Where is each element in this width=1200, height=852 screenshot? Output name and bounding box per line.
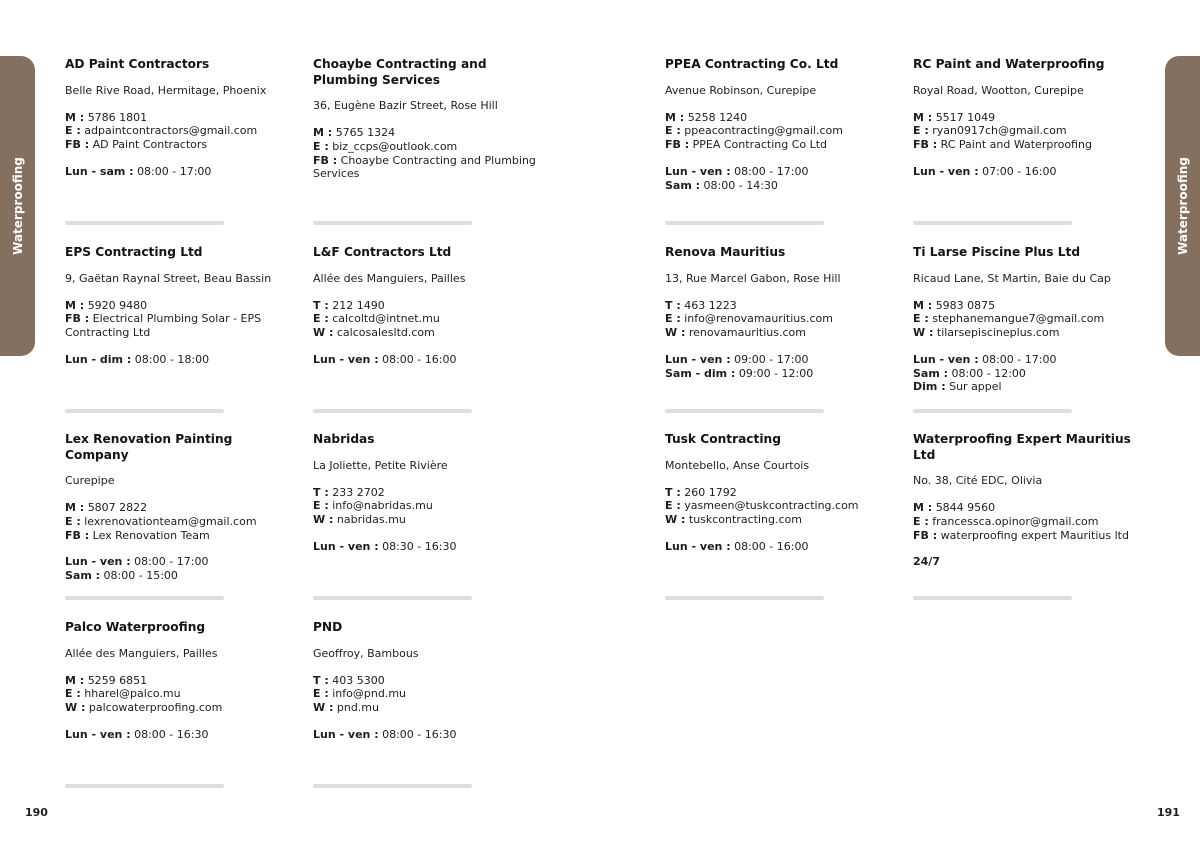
card-divider	[313, 221, 472, 225]
contact-line	[313, 154, 545, 182]
contact-value: info@renovamauritius.com	[684, 312, 833, 326]
contact-value: Electrical Plumbing Solar - EPS Contracting Ltd	[65, 312, 262, 340]
contact-line	[313, 299, 545, 313]
contact-label: FB :	[913, 528, 938, 542]
contact-value: 212 1490	[332, 298, 385, 312]
contact-label: T :	[313, 298, 329, 312]
contact-value: palcowaterproofing.com	[88, 701, 223, 715]
hours-label: Lun - ven :	[913, 352, 979, 366]
hours-line	[313, 728, 545, 742]
contact-label: W :	[65, 701, 86, 715]
card-divider	[65, 221, 224, 225]
contact-label: E :	[665, 312, 681, 326]
listing-card	[65, 245, 297, 367]
contact-label: T :	[665, 298, 681, 312]
listing-hours	[665, 353, 897, 381]
listing-hours	[313, 353, 545, 367]
contact-value: info@nabridas.mu	[332, 499, 433, 513]
card-divider	[665, 596, 824, 600]
contact-label: E :	[313, 139, 329, 153]
contact-line	[65, 312, 297, 340]
contact-line	[313, 701, 545, 715]
hours-line	[65, 353, 297, 367]
listing-card	[313, 57, 545, 181]
contact-value: AD Paint Contractors	[92, 138, 208, 152]
listing-hours	[65, 353, 297, 367]
contact-value: 5844 9560	[935, 501, 996, 514]
hours-value: 07:00 - 16:00	[982, 164, 1057, 178]
listing-name: Waterproofing Expert Mauritius Ltd	[913, 432, 1131, 462]
listing-address: Allée des Manguiers, Pailles	[65, 646, 218, 660]
contact-line	[913, 299, 1145, 313]
card-divider	[65, 409, 224, 413]
page-number-left: 190	[25, 806, 48, 819]
hours-label: Lun - ven :	[313, 352, 379, 366]
contact-line	[65, 111, 297, 125]
listing-contacts	[65, 501, 297, 542]
contact-label: M :	[913, 110, 933, 124]
hours-line	[913, 353, 1145, 367]
contact-label: FB :	[65, 528, 90, 542]
contact-label: T :	[313, 673, 329, 687]
contact-line	[913, 138, 1145, 152]
listing-hours	[65, 728, 297, 742]
contact-value: 5258 1240	[687, 110, 748, 124]
listing-contacts	[313, 486, 545, 527]
hours-value: Sur appel	[949, 380, 1002, 394]
contact-value: 5517 1049	[935, 110, 996, 124]
contact-value: tuskcontracting.com	[688, 513, 802, 527]
contact-label: E :	[665, 124, 681, 138]
hours-line	[913, 165, 1145, 179]
hours-label: Lun - ven :	[665, 539, 731, 553]
hours-label: Sam :	[65, 569, 101, 583]
hours-label: Lun - dim :	[65, 352, 132, 366]
card-divider	[313, 409, 472, 413]
contact-value: 233 2702	[332, 485, 385, 499]
contact-value: RC Paint and Waterproofing	[940, 138, 1092, 152]
contact-label: M :	[913, 298, 933, 312]
contact-line	[65, 529, 297, 543]
contact-value: waterproofing expert Mauritius ltd	[940, 528, 1129, 542]
contact-label: M :	[65, 501, 85, 514]
contact-label: M :	[65, 298, 85, 312]
listing-card	[313, 245, 545, 367]
contact-label: W :	[665, 326, 686, 340]
listing-card	[313, 432, 545, 554]
side-tab-left	[0, 56, 35, 356]
contact-label: FB :	[65, 312, 90, 326]
listing-contacts	[913, 501, 1145, 542]
listing-hours	[313, 540, 545, 554]
hours-line	[665, 179, 897, 193]
hours-value: 08:00 - 15:00	[103, 569, 178, 583]
contact-line	[65, 701, 297, 715]
hours-value: 09:00 - 12:00	[738, 366, 814, 380]
listing-card	[313, 620, 545, 742]
listing-name: Ti Larse Piscine Plus Ltd	[913, 245, 1081, 259]
contact-label: M :	[665, 110, 685, 124]
contact-label: M :	[65, 110, 85, 124]
contact-label: T :	[313, 485, 329, 499]
card-divider	[913, 596, 1072, 600]
contact-value: 403 5300	[332, 673, 385, 687]
contact-value: PPEA Contracting Co Ltd	[692, 138, 828, 152]
hours-value: 09:00 - 17:00	[734, 352, 809, 366]
contact-label: E :	[913, 312, 929, 326]
contact-value: calcoltd@intnet.mu	[332, 312, 440, 326]
listing-contacts	[65, 674, 297, 715]
hours-value: 08:00 - 16:00	[734, 539, 809, 553]
listing-contacts	[65, 111, 297, 152]
listing-name: Lex Renovation Painting Company	[65, 432, 233, 462]
contact-label: E :	[313, 687, 329, 701]
hours-line	[65, 728, 297, 742]
hours-label: Lun - ven :	[913, 164, 979, 178]
listing-hours	[913, 165, 1145, 179]
listing-contacts	[665, 486, 897, 527]
side-tab-right	[1165, 56, 1200, 356]
hours-line	[665, 367, 897, 381]
hours-line	[665, 540, 897, 554]
contact-value: calcosalesltd.com	[336, 326, 435, 340]
contact-line	[313, 486, 545, 500]
contact-value: 5259 6851	[87, 673, 148, 687]
contact-label: E :	[913, 124, 929, 138]
card-divider	[665, 221, 824, 225]
listing-address: Ricaud Lane, St Martin, Baie du Cap	[913, 271, 1111, 285]
contact-line	[313, 140, 545, 154]
contact-value: tilarsepiscineplus.com	[936, 326, 1060, 340]
listing-hours	[665, 165, 897, 193]
listing-address: No. 38, Cité EDC, Olivia	[913, 474, 1043, 487]
side-tab-left-label: Waterproofing	[10, 157, 25, 255]
hours-line	[65, 555, 297, 569]
hours-value: 08:00 - 17:00	[982, 352, 1057, 366]
listing-name: Tusk Contracting	[665, 432, 781, 446]
listing-address: 9, Gaëtan Raynal Street, Beau Bassin	[65, 271, 272, 285]
hours-label: Sam - dim :	[665, 366, 736, 380]
listing-address: Geoffroy, Bambous	[313, 646, 419, 660]
contact-line	[913, 111, 1145, 125]
listing-card	[913, 57, 1145, 179]
listing-name: L&F Contractors Ltd	[313, 245, 452, 259]
contact-line	[913, 515, 1145, 529]
hours-label: Lun - ven :	[665, 352, 731, 366]
hours-value: 08:00 - 16:00	[382, 352, 457, 366]
hours-label: Dim :	[913, 380, 946, 394]
hours-value: 08:00 - 16:30	[382, 727, 457, 741]
listing-card	[913, 245, 1145, 394]
hours-label: Sam :	[913, 366, 949, 380]
listing-contacts	[665, 299, 897, 340]
listing-contacts	[65, 299, 297, 340]
contact-label: W :	[665, 513, 686, 527]
contact-label: E :	[313, 312, 329, 326]
contact-line	[665, 312, 897, 326]
hours-line	[665, 353, 897, 367]
contact-value: 260 1792	[684, 485, 737, 499]
contact-value: yasmeen@tuskcontracting.com	[684, 499, 859, 513]
contact-value: 463 1223	[684, 298, 737, 312]
card-divider	[65, 596, 224, 600]
listing-contacts	[313, 674, 545, 715]
listing-card	[665, 57, 897, 192]
side-tab-right-label: Waterproofing	[1175, 157, 1190, 255]
listing-address: Allée des Manguiers, Pailles	[313, 271, 466, 285]
hours-line	[913, 367, 1145, 381]
contact-label: FB :	[665, 138, 690, 152]
listing-name: PPEA Contracting Co. Ltd	[665, 57, 839, 71]
hours-value: 08:00 - 17:00	[134, 555, 209, 569]
contact-line	[665, 111, 897, 125]
contact-line	[65, 124, 297, 138]
contact-label: W :	[313, 326, 334, 340]
listing-hours	[65, 165, 297, 179]
contact-line	[313, 326, 545, 340]
contact-line	[665, 513, 897, 527]
listing-contacts	[313, 299, 545, 340]
contact-line	[665, 299, 897, 313]
listing-hours	[65, 555, 297, 583]
listing-address: 13, Rue Marcel Gabon, Rose Hill	[665, 271, 841, 285]
contact-line	[665, 499, 897, 513]
hours-label: Lun - ven :	[65, 555, 131, 569]
hours-value: 08:00 - 14:30	[703, 178, 778, 192]
contact-label: M :	[65, 673, 85, 687]
listing-hours	[913, 353, 1145, 394]
listing-hours	[913, 555, 1145, 569]
listing-address: Montebello, Anse Courtois	[665, 458, 810, 472]
card-divider	[65, 784, 224, 788]
contact-value: nabridas.mu	[336, 513, 406, 527]
contact-value: biz_ccps@outlook.com	[332, 139, 458, 153]
hours-value: 08:00 - 12:00	[951, 366, 1026, 380]
card-divider	[913, 221, 1072, 225]
hours-value: 08:00 - 18:00	[134, 352, 210, 366]
listing-address: Avenue Robinson, Curepipe	[665, 83, 817, 97]
listing-name: AD Paint Contractors	[65, 57, 210, 71]
hours-value: 08:00 - 17:00	[734, 164, 809, 178]
contact-value: 5765 1324	[335, 126, 396, 139]
card-divider	[313, 596, 472, 600]
contact-value: stephanemangue7@gmail.com	[932, 312, 1105, 326]
contact-value: francessca.opinor@gmail.com	[932, 514, 1099, 528]
contact-value: ryan0917ch@gmail.com	[932, 124, 1067, 138]
contact-line	[313, 312, 545, 326]
contact-label: T :	[665, 485, 681, 499]
listing-card	[65, 57, 297, 179]
hours-line	[665, 165, 897, 179]
listing-contacts	[665, 111, 897, 152]
contact-label: W :	[313, 701, 334, 715]
contact-line	[913, 529, 1145, 543]
card-divider	[913, 409, 1072, 413]
listing-address: La Joliette, Petite Rivière	[313, 458, 448, 472]
hours-line	[913, 380, 1145, 394]
listing-hours	[665, 540, 897, 554]
contact-label: E :	[65, 514, 81, 528]
hours-value: 08:00 - 17:00	[137, 164, 212, 178]
contact-line	[313, 513, 545, 527]
contact-value: 5786 1801	[87, 110, 148, 124]
listing-address: 36, Eugène Bazir Street, Rose Hill	[313, 99, 498, 112]
hours-value: 08:30 - 16:30	[382, 539, 457, 553]
hours-label: Lun - ven :	[665, 164, 731, 178]
contact-value: adpaintcontractors@gmail.com	[84, 124, 258, 138]
listing-address: Royal Road, Wootton, Curepipe	[913, 83, 1084, 97]
contact-label: E :	[665, 499, 681, 513]
listing-card	[665, 245, 897, 380]
contact-line	[65, 138, 297, 152]
hours-label: Lun - ven :	[313, 727, 379, 741]
contact-line	[913, 326, 1145, 340]
contact-line	[313, 499, 545, 513]
hours-label: Lun - ven :	[313, 539, 379, 553]
contact-label: E :	[65, 687, 81, 701]
contact-line	[313, 687, 545, 701]
contact-value: Lex Renovation Team	[92, 528, 210, 542]
listing-name: RC Paint and Waterproofing	[913, 57, 1105, 71]
contact-line	[65, 687, 297, 701]
listing-contacts	[313, 126, 545, 181]
contact-label: M :	[313, 126, 333, 139]
listing-name: EPS Contracting Ltd	[65, 245, 203, 259]
contact-value: hharel@palco.mu	[84, 687, 181, 701]
contact-label: FB :	[65, 138, 90, 152]
contact-line	[665, 138, 897, 152]
contact-label: FB :	[913, 138, 938, 152]
listing-hours	[313, 728, 545, 742]
card-divider	[313, 784, 472, 788]
contact-label: M :	[913, 501, 933, 514]
hours-label: Sam :	[665, 178, 701, 192]
listing-card	[913, 432, 1145, 569]
listing-name: Nabridas	[313, 432, 375, 446]
hours-line	[313, 353, 545, 367]
contact-line	[913, 312, 1145, 326]
page-number-right: 191	[1157, 806, 1180, 819]
contact-line	[313, 674, 545, 688]
contact-label: E :	[913, 514, 929, 528]
contact-label: E :	[313, 499, 329, 513]
hours-label: Lun - ven :	[65, 727, 131, 741]
listing-card	[65, 432, 297, 583]
listing-address: Belle Rive Road, Hermitage, Phoenix	[65, 83, 267, 97]
listing-contacts	[913, 111, 1145, 152]
hours-value: 08:00 - 16:30	[134, 727, 209, 741]
listing-name: Choaybe Contracting and Plumbing Services	[313, 57, 487, 87]
card-divider	[665, 409, 824, 413]
listing-card	[665, 432, 897, 554]
contact-line	[65, 674, 297, 688]
contact-line	[913, 501, 1145, 515]
contact-line	[665, 486, 897, 500]
contact-value: lexrenovationteam@gmail.com	[84, 514, 257, 528]
contact-line	[65, 515, 297, 529]
hours-line	[913, 555, 1145, 569]
contact-line	[65, 501, 297, 515]
listing-card	[65, 620, 297, 742]
hours-label: Lun - sam :	[65, 164, 134, 178]
contact-label: E :	[65, 124, 81, 138]
contact-label: W :	[913, 326, 934, 340]
listing-name: Renova Mauritius	[665, 245, 786, 259]
hours-label: 24/7	[913, 555, 940, 569]
contact-line	[665, 326, 897, 340]
hours-line	[65, 569, 297, 583]
hours-line	[65, 165, 297, 179]
listing-address: Curepipe	[65, 474, 115, 487]
contact-label: FB :	[313, 153, 338, 167]
contact-value: 5807 2822	[87, 501, 148, 514]
contact-value: ppeacontracting@gmail.com	[684, 124, 843, 138]
contact-value: pnd.mu	[336, 701, 379, 715]
contact-value: Choaybe Contracting and Plumbing Services	[313, 153, 536, 181]
contact-line	[313, 126, 545, 140]
listing-contacts	[913, 299, 1145, 340]
contact-value: info@pnd.mu	[332, 687, 407, 701]
hours-line	[313, 540, 545, 554]
listing-name: Palco Waterproofing	[65, 620, 206, 634]
contact-value: 5920 9480	[87, 298, 148, 312]
listing-name: PND	[313, 620, 343, 634]
contact-line	[913, 124, 1145, 138]
contact-value: renovamauritius.com	[688, 326, 806, 340]
contact-value: 5983 0875	[935, 298, 996, 312]
contact-line	[65, 299, 297, 313]
contact-label: W :	[313, 513, 334, 527]
contact-line	[665, 124, 897, 138]
